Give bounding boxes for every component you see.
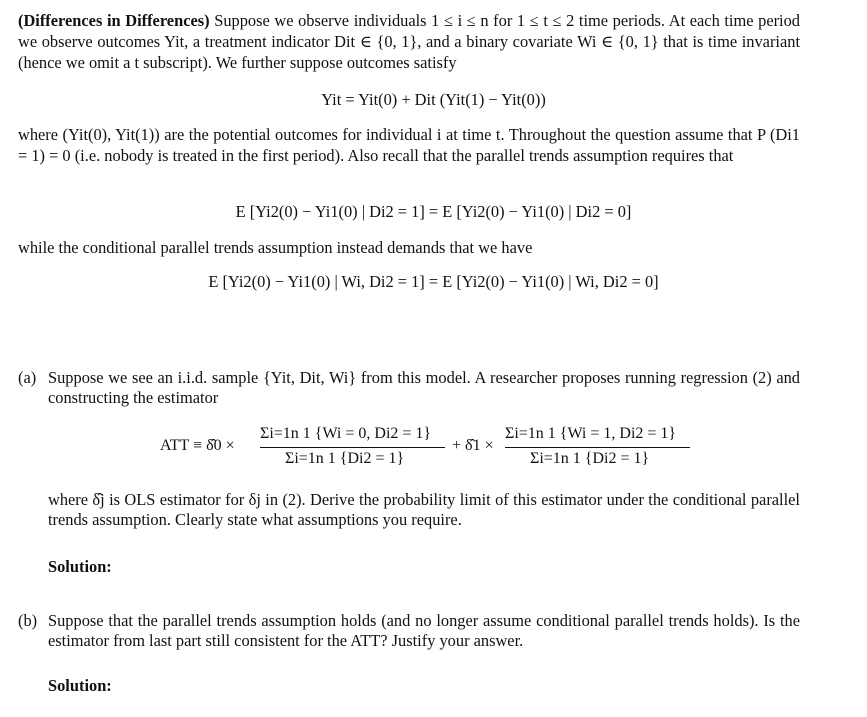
part-a-followup-text: where δ̂j is OLS estimator for δj in (2). Derive the probability limit of this estimator under the conditional parallel trends assumption. Clearly state what assumptions you require. (48, 490, 800, 529)
estimator-denominator-2: Σi=1n 1 {Di2 = 1} (530, 450, 650, 467)
part-b-label: (b) (18, 611, 38, 630)
att-estimator-equation (160, 425, 720, 475)
part-b-question (18, 611, 800, 656)
estimator-numerator-2: Σi=1n 1 {Wi = 1, Di2 = 1} (505, 425, 677, 442)
conditional-intro-paragraph: while the conditional parallel trends assumption instead demands that we have (18, 238, 533, 257)
conditional-parallel-trends-equation: E [Yi2(0) − Yi1(0) | Wi, Di2 = 1] = E [Yi2(0) − Yi1(0) | Wi, Di2 = 0] (208, 272, 659, 291)
intro-heading: (Differences in Differences) (18, 11, 210, 30)
fraction-bar-1 (260, 447, 445, 448)
estimator-middle: + δ̂1 × (452, 437, 494, 454)
estimator-denominator-1: Σi=1n 1 {Di2 = 1} (285, 450, 405, 467)
part-b-text: Suppose that the parallel trends assumption holds (and no longer assume conditional parallel trends holds). Is the estimator from last part still consistent for the ATT? Justify your answer. (48, 611, 800, 650)
potential-outcomes-paragraph: where (Yit(0), Yit(1)) are the potential outcomes for individual i at time t. Throughout the question assume that P (Di1 = 1) = 0 (i.e. nobody is treated in the first period). Also recall that the parallel trends assumption requires that (18, 125, 800, 165)
fraction-bar-2 (505, 447, 690, 448)
estimator-numerator-1: Σi=1n 1 {Wi = 0, Di2 = 1} (260, 425, 432, 442)
intro-text: Suppose we observe individuals 1 ≤ i ≤ n for 1 ≤ t ≤ 2 time periods. At each time period we observe outcomes Yit, a treatment indicator Dit ∈ {0, 1}, and a binary covariate Wi ∈ {0, 1} that is time invariant (hence we omit a t subscript). We further suppose outcomes satisfy (18, 11, 800, 72)
part-a-followup (18, 490, 800, 535)
parallel-trends-equation: E [Yi2(0) − Yi1(0) | Di2 = 1] = E [Yi2(0) − Yi1(0) | Di2 = 0] (235, 202, 632, 221)
part-b-solution-label: Solution: (48, 676, 112, 695)
estimator-lhs: ATT ≡ δ̂0 × (160, 437, 235, 454)
intro-paragraph (18, 10, 800, 73)
part-a-question (18, 368, 800, 413)
outcome-equation: Yit = Yit(0) + Dit (Yit(1) − Yit(0)) (321, 90, 546, 109)
part-a-label: (a) (18, 368, 37, 387)
part-a-solution-label: Solution: (48, 557, 112, 576)
part-a-text: Suppose we see an i.i.d. sample {Yit, Dit, Wi} from this model. A researcher proposes running regression (2) and constructing the estimator (48, 368, 800, 407)
